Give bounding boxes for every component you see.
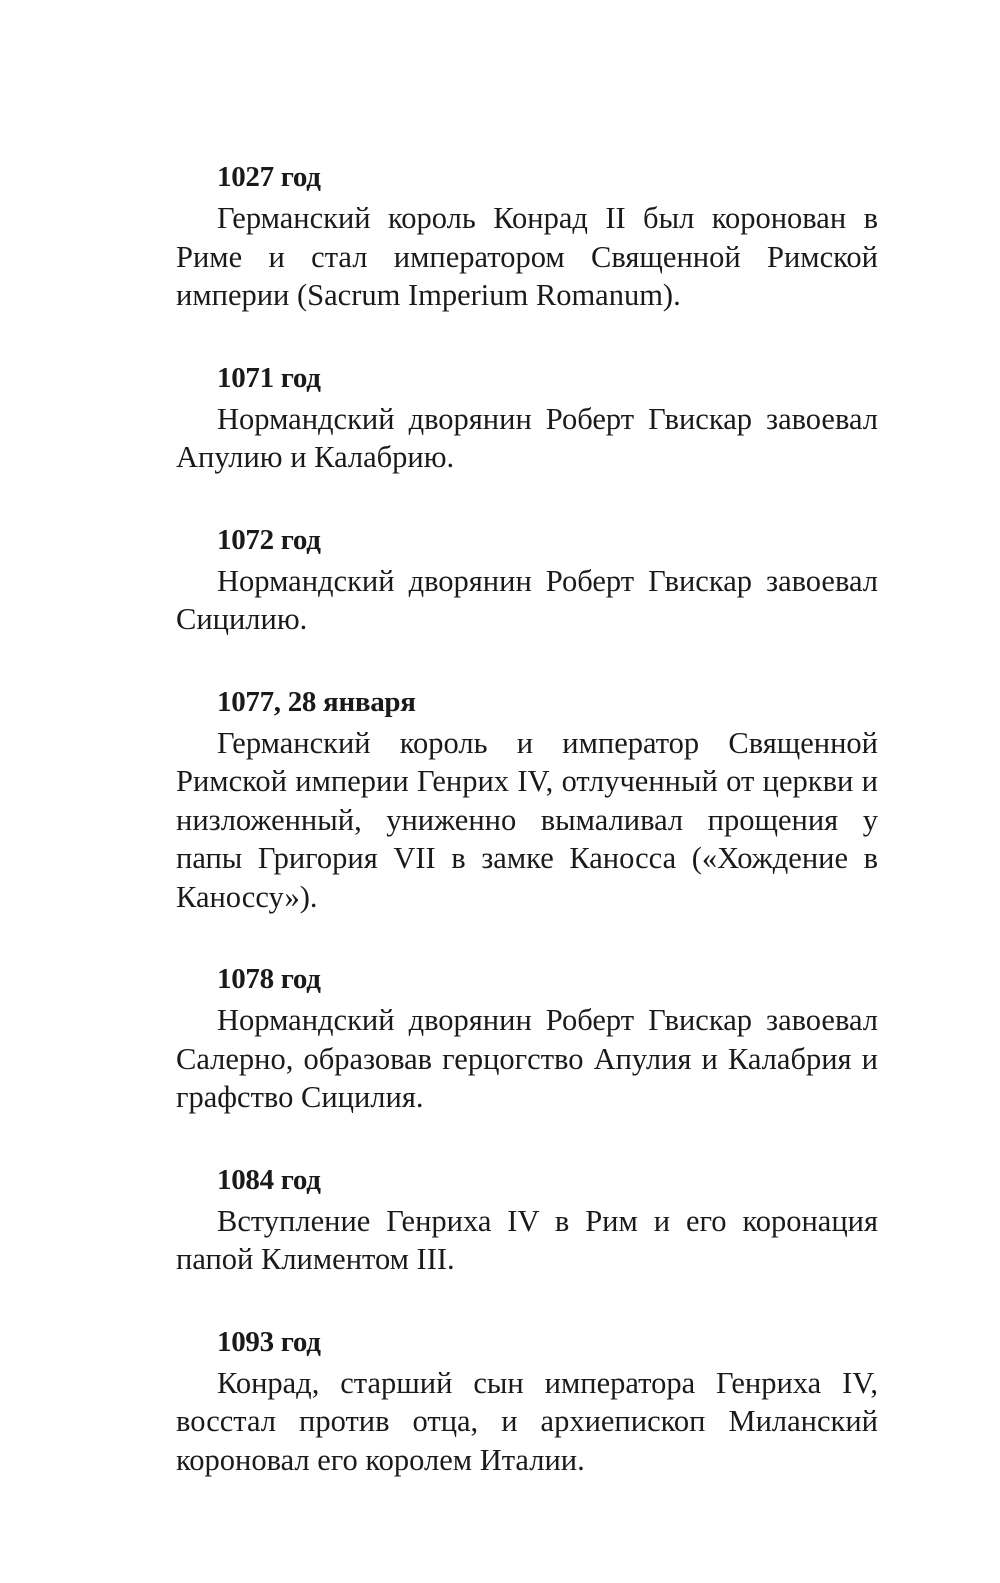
entry-date: 1084 год [217,1163,321,1196]
page-content [176,157,878,1522]
chronology-entry [176,1160,878,1279]
entry-text: Вступление Генриха IV в Рим и его коронация папой Климентом III. [176,1203,878,1276]
entry-date: 1072 год [217,523,321,556]
entry-text: Нормандский дворянин Роберт Гвискар завоевал Апулию и Калабрию. [176,401,878,474]
chronology-entry [176,157,878,315]
entry-date: 1093 год [217,1325,321,1358]
chronology-entry [176,358,878,477]
chronology-entry [176,682,878,917]
chronology-entry [176,520,878,639]
entry-text: Нормандский дворянин Роберт Гвискар завоевал Сицилию. [176,563,878,636]
entry-text: Нормандский дворянин Роберт Гвискар завоевал Салерно, образовав герцогство Апулия и Калабрия и графство Сицилия. [176,1003,878,1114]
entry-text: Конрад, старший сын императора Генриха IV, восстал против отца, и архиепископ Миланский короновал его королем Италии. [176,1365,878,1477]
chronology-entry [176,1322,878,1480]
entry-date: 1071 год [217,361,321,394]
entry-text: Германский король и император Священной Римской империи Генрих IV, отлученный от церкви и низложенный, униженно вымаливал прощения у папы Григория VII в замке Каносса («Хождение в Каноссу»). [176,725,878,914]
entry-text: Германский король Конрад II был коронован в Риме и стал императором Священной Римской империи (Sacrum Imperium Romanum). [176,201,878,312]
chronology-entry [176,959,878,1117]
entry-date: 1078 год [217,963,321,995]
entry-date: 1027 год [217,161,321,193]
entry-date: 1077, 28 января [217,685,416,718]
